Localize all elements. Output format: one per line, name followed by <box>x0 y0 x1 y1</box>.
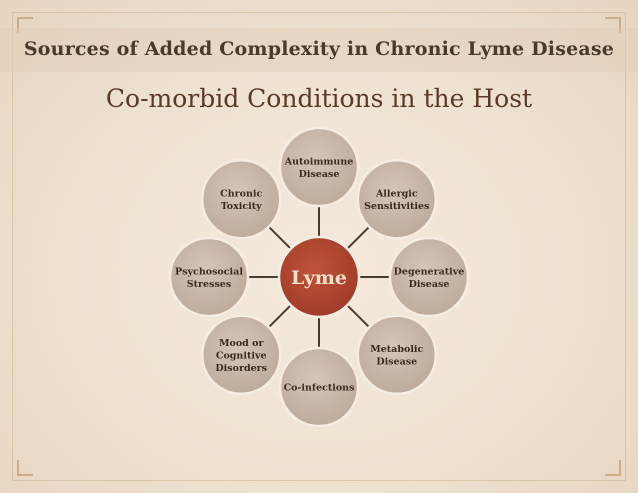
node-co-infections <box>280 348 358 426</box>
node-label: Chronic <box>220 188 263 200</box>
slide-title: Sources of Added Complexity in Chronic Lyme Disease <box>23 38 615 60</box>
node-label: Autoimmune <box>284 156 354 168</box>
node-label: Disease <box>298 168 340 180</box>
node-label: Allergic <box>375 188 418 200</box>
node-label: Toxicity <box>220 200 262 212</box>
node-psychosocial <box>170 238 248 316</box>
node-label: Co-infections <box>283 382 355 394</box>
center-label: Lyme <box>291 267 347 289</box>
node-degenerative <box>390 238 468 316</box>
node-label: Disease <box>376 356 418 368</box>
node-label: Cognitive <box>215 350 267 362</box>
node-label: Disease <box>408 278 450 290</box>
node-label: Sensitivities <box>364 200 430 212</box>
node-label: Disorders <box>215 362 268 374</box>
slide-subtitle: Co-morbid Conditions in the Host <box>105 84 533 113</box>
node-label: Degenerative <box>393 266 465 278</box>
node-label: Metabolic <box>370 344 424 356</box>
node-mood <box>202 316 280 394</box>
node-autoimmune <box>280 128 358 206</box>
node-metabolic <box>358 316 436 394</box>
center-group <box>279 237 359 317</box>
node-toxicity <box>202 160 280 238</box>
node-label: Stresses <box>186 278 232 290</box>
node-label: Mood or <box>218 337 264 349</box>
node-allergic <box>358 160 436 238</box>
node-label: Psychosocial <box>175 266 243 278</box>
